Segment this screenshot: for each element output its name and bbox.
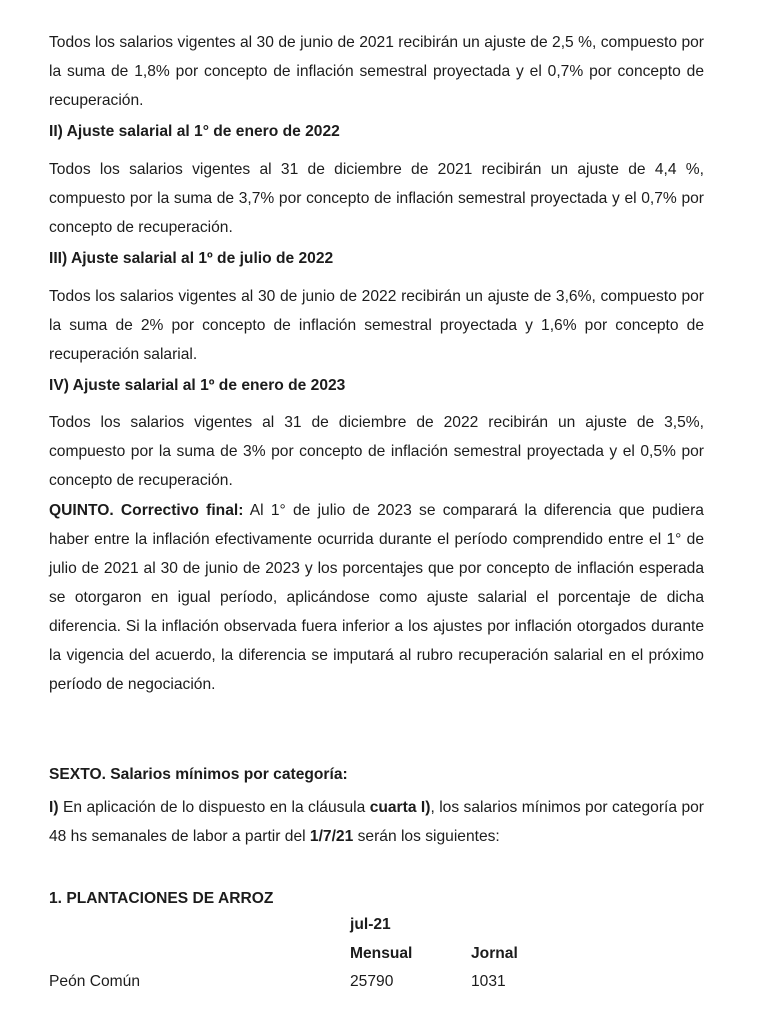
- heading-adjustment-july-2022: III) Ajuste salarial al 1º de julio de 2022: [49, 250, 334, 267]
- heading-adjustment-jan-2022: II) Ajuste salarial al 1° de enero de 2022: [49, 123, 340, 140]
- paragraph-adjustment-jan-2023: Todos los salarios vigentes al 31 de diciembre de 2022 recibirán un ajuste de 3,5%, compuesto por la suma de 3% por concepto de inflación semestral proyectada y el 0,5% por concepto de recuperación.: [49, 414, 704, 489]
- table-header-daily: Jornal: [471, 945, 518, 962]
- sexto-text-1: En aplicación de lo dispuesto en la cláusula: [58, 799, 370, 816]
- heading-adjustment-jan-2023: IV) Ajuste salarial al 1º de enero de 2023: [49, 377, 346, 394]
- heading-plantaciones-arroz: 1. PLANTACIONES DE ARROZ: [49, 890, 274, 907]
- table-cell-monthly: 25790: [350, 973, 394, 990]
- sexto-text-2: , los salarios mínimos por categoría por 48 hs semanales de labor a partir del: [49, 799, 704, 845]
- paragraph-adjustment-jan-2022: Todos los salarios vigentes al 31 de diciembre de 2021 recibirán un ajuste de 4,4 %, compuesto por la suma de 3,7% por concepto de inflación semestral proyectada y el 0,7% por concepto de recuperación.: [49, 161, 704, 236]
- sexto-text-3: serán los siguientes:: [353, 828, 500, 845]
- table-period-header: jul-21: [350, 916, 391, 933]
- table-header-monthly: Mensual: [350, 945, 413, 962]
- paragraph-adjustment-july-2022: Todos los salarios vigentes al 30 de junio de 2022 recibirán un ajuste de 3,6%, compuesto por la suma de 2% por concepto de inflación semestral proyectada y 1,6% por concepto de recuperación salarial.: [49, 288, 704, 363]
- table-cell-category: Peón Común: [49, 973, 141, 990]
- paragraph-adjustment-july-2021: Todos los salarios vigentes al 30 de junio de 2021 recibirán un ajuste de 2,5 %, compuesto por la suma de 1,8% por concepto de inflación semestral proyectada y el 0,7% por concepto de recuperación.: [49, 34, 704, 109]
- quinto-text: Al 1° de julio de 2023 se comparará la diferencia que pudiera haber entre la inflación efectivamente ocurrida durante el período comprendido entre el 1° de julio de 2021 al 30 de junio de 2023 y los porcentajes que por concepto de inflación esperada se otorgaron en igual período, aplicándose como ajuste salarial el porcentaje de dicha diferencia. Si la inflación observada fuera inferior a los ajustes por inflación otorgados durante la vigencia del acuerdo, la diferencia se imputará al rubro recuperación salarial en el próximo período de negociación.: [49, 502, 704, 693]
- sexto-date: 1/7/21: [309, 828, 354, 845]
- table-cell-daily: 1031: [471, 973, 506, 990]
- sexto-label: I): [49, 799, 59, 816]
- paragraph-quinto: [49, 496, 704, 699]
- heading-sexto: SEXTO. Salarios mínimos por categoría:: [49, 766, 348, 783]
- sexto-clause-ref: cuarta I): [369, 799, 431, 816]
- quinto-label: QUINTO. Correctivo final:: [49, 502, 244, 519]
- paragraph-sexto: [49, 793, 704, 851]
